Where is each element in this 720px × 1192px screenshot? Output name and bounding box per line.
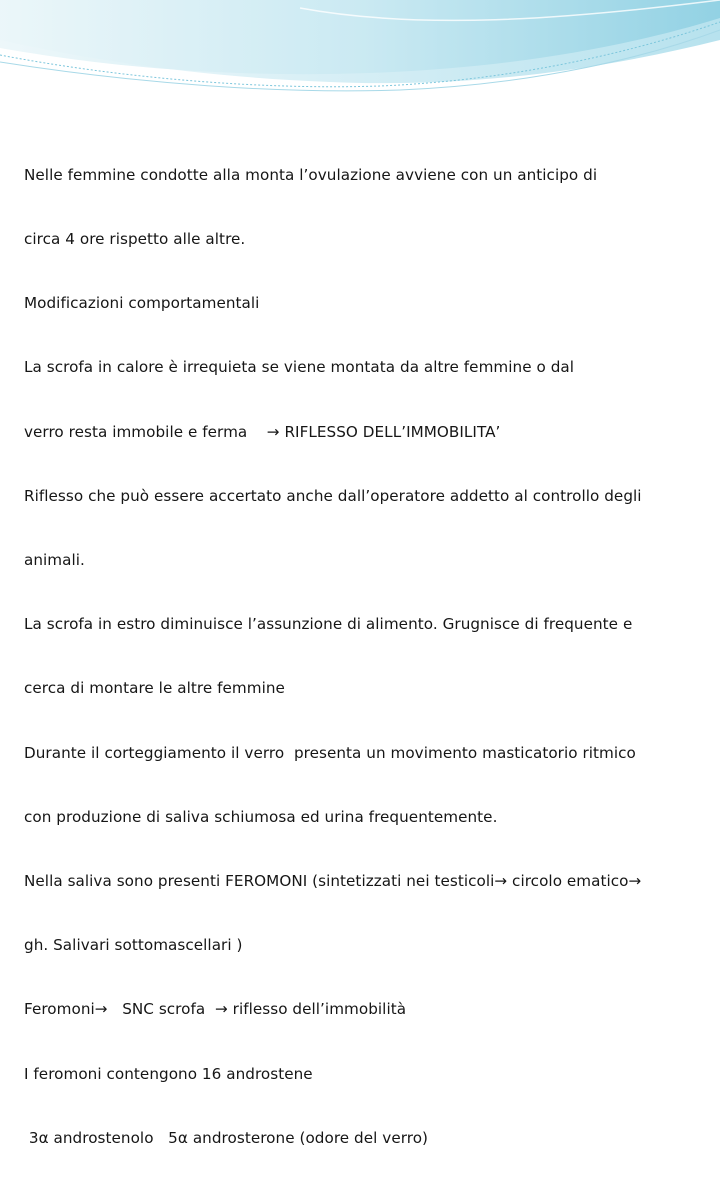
text-line: Modificazioni comportamentali bbox=[24, 294, 260, 313]
text-line: La scrofa in estro diminuisce l’assunzione di alimento. Grugnisce di frequente e bbox=[24, 615, 633, 634]
text-line: gh. Salivari sottomascellari ) bbox=[24, 936, 243, 955]
text-line: con produzione di saliva schiumosa ed urina frequentemente. bbox=[24, 807, 498, 826]
text-line: La scrofa in calore è irrequieta se viene montata da altre femmine o dal bbox=[24, 358, 575, 377]
text-line: Durante il corteggiamento il verro presenta un movimento masticatorio ritmico bbox=[24, 743, 636, 762]
text-line: Riflesso che può essere accertato anche dall’operatore addetto al controllo degli bbox=[24, 486, 642, 505]
text-line: verro resta immobile e ferma → RIFLESSO DELL’IMMOBILITA’ bbox=[24, 422, 501, 441]
text-line: 3α androstenolo 5α androsterone (odore del verro) bbox=[24, 1128, 429, 1147]
wave-front bbox=[0, 0, 720, 74]
text-line: Nelle femmine condotte alla monta l’ovulazione avviene con un anticipo di bbox=[24, 165, 598, 184]
text-line: circa 4 ore rispetto alle altre. bbox=[24, 230, 246, 249]
text-line: Feromoni→ SNC scrofa → riflesso dell’immobilità bbox=[24, 1000, 407, 1019]
header-wave-decoration bbox=[0, 0, 720, 100]
text-line: animali. bbox=[24, 551, 85, 570]
slide-body-text bbox=[24, 122, 704, 1192]
text-line: Nella saliva sono presenti FEROMONI (sintetizzati nei testicoli→ circolo ematico→ bbox=[24, 872, 642, 891]
text-line: cerca di montare le altre femmine bbox=[24, 679, 285, 698]
text-line: I feromoni contengono 16 androstene bbox=[24, 1064, 313, 1083]
